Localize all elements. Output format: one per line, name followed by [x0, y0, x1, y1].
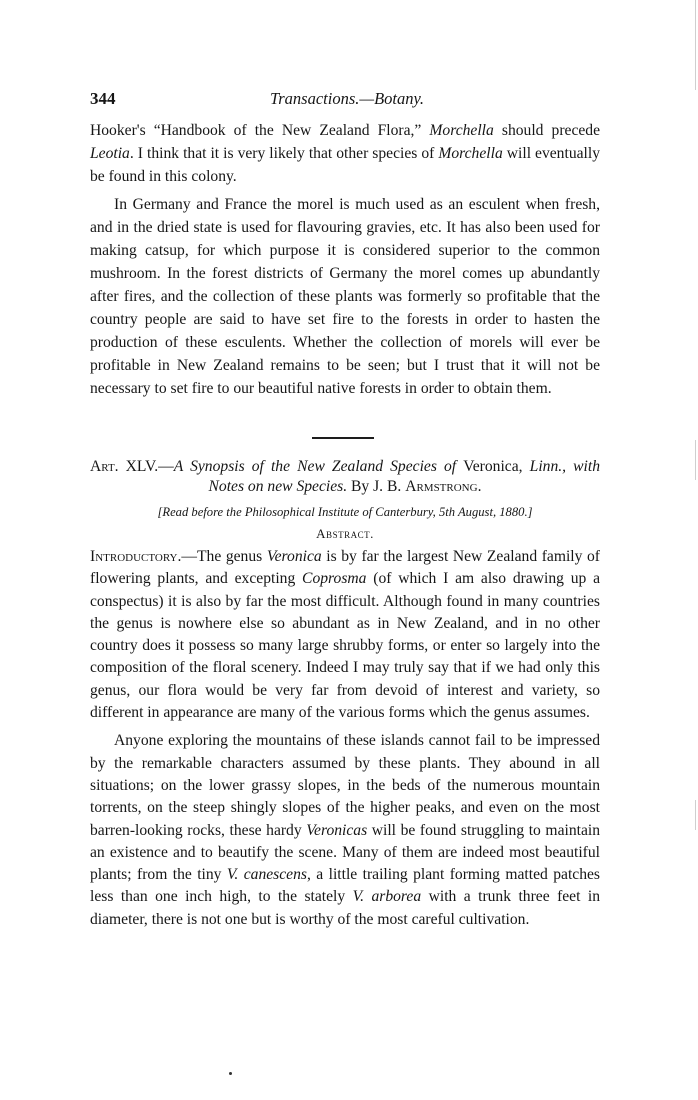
article-title: Art. XLV.—A Synopsis of the New Zealand Species of Veronica, Linn., with Notes on new Species. By J. B. Armstrong.: [90, 458, 600, 495]
author-name: Armstrong: [405, 478, 478, 495]
page-number: 344: [90, 89, 116, 108]
paragraph-morel-uses: In Germany and France the morel is much used as an esculent when fresh, and in the dried state is used for flavouring gravies, etc. It has also been used for making catsup, for which purpose it is considered superior to the common mushroom. In the forest districts of Germany the morel comes up abundantly after fires, and the collection of these plants was formerly so profitable that the country people are said to have set fire to the forests in order to hasten the production of these esculents. Whether the collection of morels will ever be profitable in New Zealand remains to be seen; but I trust that it will not be necessary to set fire to our beautiful native forests in order to obtain them.: [90, 196, 600, 397]
page-speck: [229, 1072, 232, 1075]
read-before-note: [Read before the Philosophical Institute of Canterbury, 5th August, 1880.]: [157, 505, 533, 519]
section-divider: [312, 437, 374, 439]
page: [90, 87, 601, 928]
paragraph-mountains: Anyone exploring the mountains of these islands cannot fail to be impressed by the remarkable characters assumed by these plants. They abound in all situations; on the lower grassy slopes, in the beds of the numerous mountain torrents, on the steep shingly slopes of the higher peaks, and even on the most barren-looking rocks, these hardy Veronicas will be found struggling to maintain an existence and to beautify the scene. Many of them are indeed most beautiful plants; from the tiny V. canescens, a little trailing plant forming matted patches less than one inch high, to the stately V. arborea with a trunk three feet in diameter, there is not one but is worthy of the most careful cultivation.: [90, 732, 601, 928]
article-number: Art. XLV.: [90, 458, 159, 475]
introductory-label: Introductory: [90, 548, 178, 565]
abstract-heading: Abstract.: [316, 526, 374, 541]
article-xlv: [90, 457, 600, 931]
paragraph-morchella: Hooker's “Handbook of the New Zealand Flora,” Morchella should precede Leotia. I think that it is very likely that other species of Morchella will eventually be found in this colony.: [90, 122, 600, 185]
page-edge-mark: [695, 0, 696, 90]
previous-article-text: [90, 119, 600, 400]
running-head: Transactions.—Botany.: [270, 89, 425, 108]
page-edge-mark: [695, 440, 696, 480]
page-header: [90, 87, 600, 115]
page-edge-mark: [695, 800, 696, 830]
paragraph-introductory: Introductory.—The genus Veronica is by far the largest New Zealand family of flowering plants, and excepting Coprosma (of which I am also drawing up a conspectus) it is also by far the most difficult. Although found in many countries the genus is nowhere else so abundant as in New Zealand, and in no other country does it possess so many large shrubby forms, or enter so largely into the composition of the floral scenery. Indeed I may truly say that if we had only this genus, our flora would be very far from devoid of interest and variety, so different in appearance are many of the various forms which the genus assumes.: [90, 548, 600, 722]
